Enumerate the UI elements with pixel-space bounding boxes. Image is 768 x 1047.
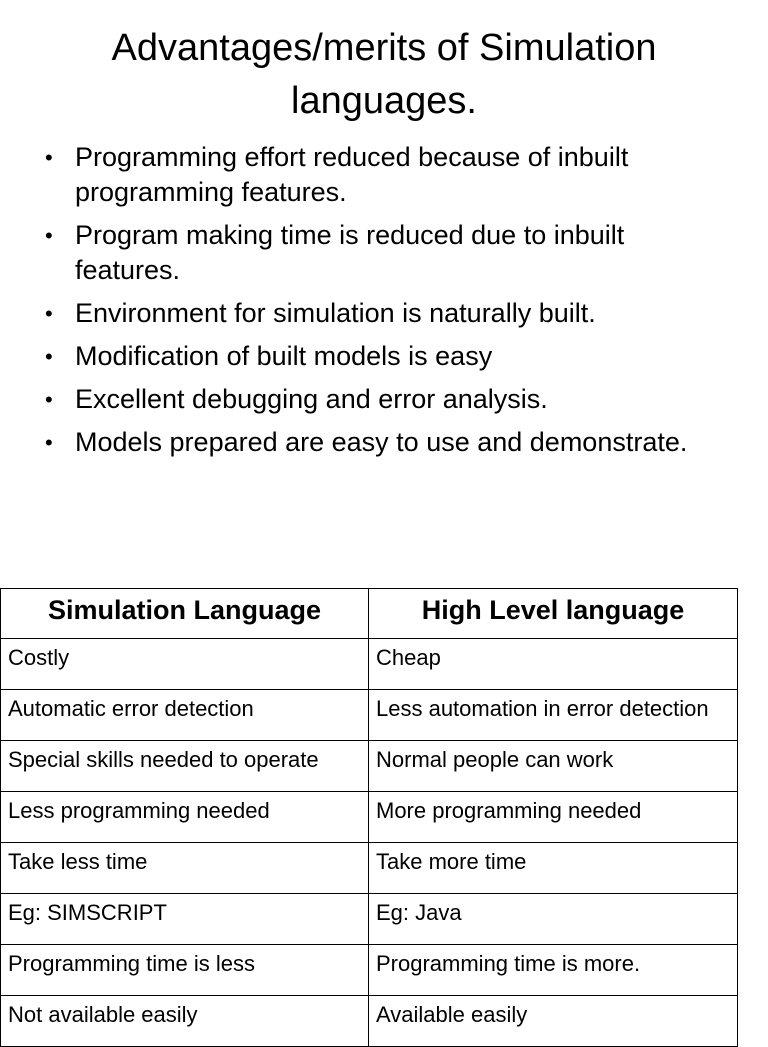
table-cell: Take less time	[1, 843, 369, 894]
table-cell: Special skills needed to operate	[1, 741, 369, 792]
slide-title: Advantages/merits of Simulation languages.	[111, 27, 657, 122]
advantages-bullet-list	[45, 140, 735, 468]
table-row	[1, 996, 738, 1047]
table-row	[1, 894, 738, 945]
table-cell: Cheap	[369, 639, 738, 690]
bullet-marker: •	[45, 430, 53, 455]
table-cell: Eg: Java	[369, 894, 738, 945]
bullet-text: Programming effort reduced because of inbuilt programming features.	[75, 142, 629, 207]
bullet-item	[45, 382, 735, 417]
table-cell: Eg: SIMSCRIPT	[1, 894, 369, 945]
table-row	[1, 639, 738, 690]
bullet-text: Environment for simulation is naturally built.	[75, 298, 596, 328]
table-cell: Take more time	[369, 843, 738, 894]
table-cell: Programming time is more.	[369, 945, 738, 996]
table-cell: Normal people can work	[369, 741, 738, 792]
table-row	[1, 945, 738, 996]
bullet-text: Program making time is reduced due to inbuilt features.	[75, 220, 625, 285]
table-cell: Available easily	[369, 996, 738, 1047]
table-cell: Automatic error detection	[1, 690, 369, 741]
bullet-item	[45, 425, 735, 460]
table-cell: Programming time is less	[1, 945, 369, 996]
table-cell: Not available easily	[1, 996, 369, 1047]
table-row	[1, 792, 738, 843]
bullet-item	[45, 140, 735, 210]
bullet-text: Modification of built models is easy	[75, 341, 493, 371]
header-high-level-language: High Level language	[369, 589, 738, 639]
bullet-item	[45, 218, 735, 288]
bullet-item	[45, 296, 735, 331]
table-cell: More programming needed	[369, 792, 738, 843]
bullet-marker: •	[45, 145, 53, 170]
table-row	[1, 741, 738, 792]
table-row	[1, 843, 738, 894]
bullet-marker: •	[45, 301, 53, 326]
table-cell: Less automation in error detection	[369, 690, 738, 741]
bullet-marker: •	[45, 223, 53, 248]
bullet-text: Excellent debugging and error analysis.	[75, 384, 548, 414]
header-simulation-language: Simulation Language	[1, 589, 369, 639]
table-cell: Less programming needed	[1, 792, 369, 843]
comparison-table	[0, 588, 738, 1047]
table-row	[1, 690, 738, 741]
bullet-marker: •	[45, 344, 53, 369]
table-header-row	[1, 589, 738, 639]
bullet-item	[45, 339, 735, 374]
bullet-text: Models prepared are easy to use and demonstrate.	[75, 427, 688, 457]
bullet-marker: •	[45, 387, 53, 412]
table-cell: Costly	[1, 639, 369, 690]
